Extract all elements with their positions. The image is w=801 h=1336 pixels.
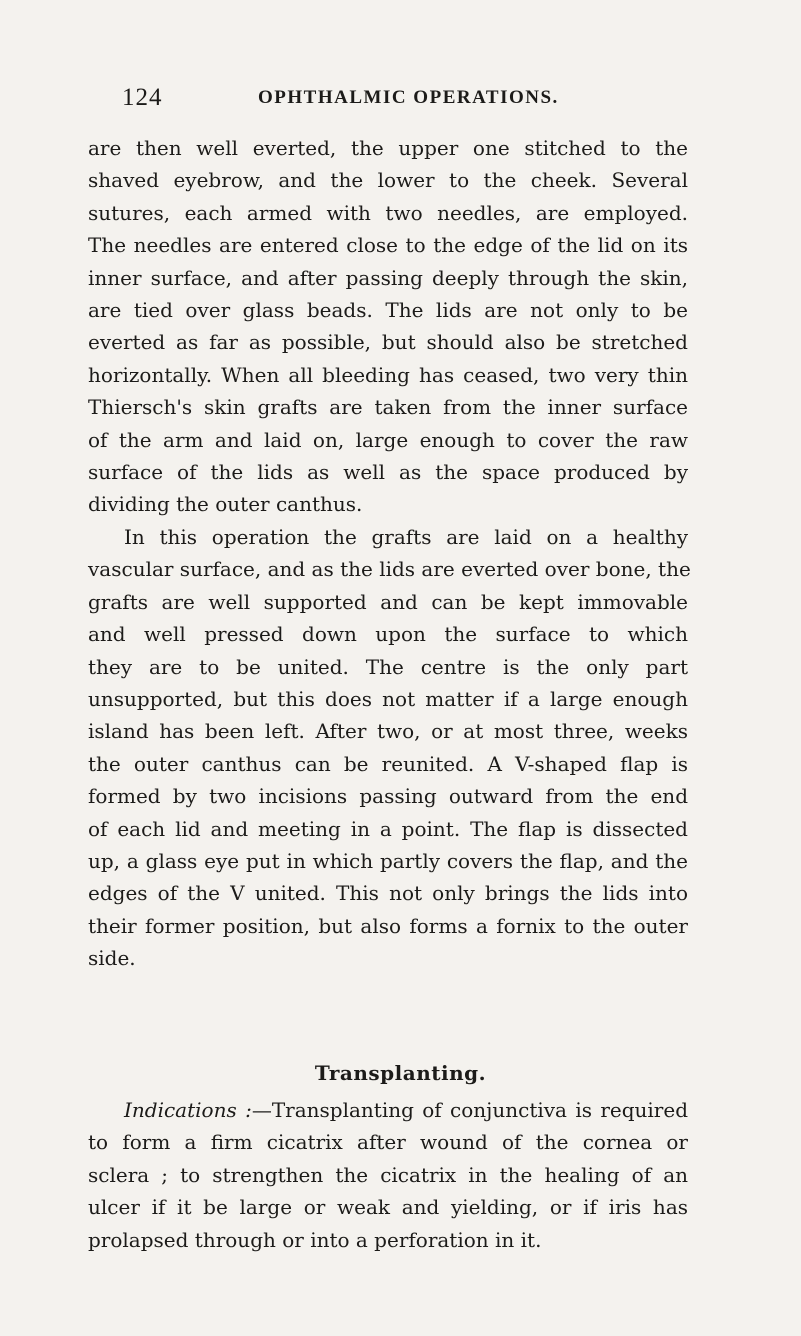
text-line: horizontally. When all bleeding has ceased, two very thin	[88, 362, 688, 387]
text-line: side.	[88, 946, 136, 971]
text-line: sutures, each armed with two needles, are employed.	[88, 200, 688, 225]
text-line: The needles are entered close to the edge of the lid on its	[88, 233, 688, 258]
section-paragraph	[88, 1094, 688, 1256]
text-line: their former position, but also forms a fornix to the outer	[88, 913, 688, 938]
text-line: grafts are well supported and can be kept immovable	[88, 589, 688, 614]
text-line: In this operation the grafts are laid on a healthy	[124, 524, 688, 549]
text-line: edges of the V united. This not only brings the lids into	[88, 881, 688, 906]
lead-text: —Transplanting of conjunctiva is required	[251, 1098, 688, 1122]
body-text	[88, 132, 691, 975]
text-line: island has been left. After two, or at most three, weeks	[88, 719, 688, 744]
running-head: OPHTHALMIC OPERATIONS.	[258, 87, 559, 108]
paragraph-1	[88, 132, 688, 521]
page-number: 124	[122, 84, 163, 111]
text-line: to form a firm cicatrix after wound of the cornea or	[88, 1130, 688, 1155]
text-line: sclera ; to strengthen the cicatrix in the healing of an	[88, 1162, 688, 1187]
text-line: they are to be united. The centre is the only part	[88, 654, 688, 679]
section-heading: Transplanting.	[314, 1061, 487, 1085]
text-line: everted as far as possible, but should also be stretched	[88, 330, 688, 355]
text-line: shaved eyebrow, and the lower to the cheek. Several	[88, 168, 688, 193]
text-line: formed by two incisions passing outward from the end	[88, 784, 688, 809]
text-line: of the arm and laid on, large enough to cover the raw	[88, 427, 688, 452]
text-line: of each lid and meeting in a point. The flap is dissected	[88, 816, 688, 841]
text-line: are then well everted, the upper one stitched to the	[88, 136, 688, 160]
text-line: are tied over glass beads. The lids are not only to be	[88, 298, 688, 323]
text-line: dividing the outer canthus.	[88, 492, 363, 517]
text-line	[88, 1094, 688, 1126]
text-line: prolapsed through or into a perforation in it.	[88, 1227, 542, 1252]
text-line: vascular surface, and as the lids are everted over bone, the	[88, 557, 691, 582]
text-line: up, a glass eye put in which partly covers the flap, and the	[88, 848, 688, 873]
lead-term: Indications :	[124, 1098, 252, 1122]
text-line: and well pressed down upon the surface to which	[88, 622, 688, 647]
text-line: inner surface, and after passing deeply through the skin,	[88, 265, 688, 290]
text-line: the outer canthus can be reunited. A V-shaped flap is	[88, 751, 688, 776]
text-line: ulcer if it be large or weak and yielding, or if iris has	[88, 1195, 688, 1220]
text-line: Thiersch's skin grafts are taken from the inner surface	[88, 395, 688, 420]
text-line: surface of the lids as well as the space produced by	[88, 460, 688, 485]
page-header	[122, 84, 706, 114]
paragraph-2	[88, 521, 691, 975]
text-line: unsupported, but this does not matter if a large enough	[88, 686, 688, 711]
